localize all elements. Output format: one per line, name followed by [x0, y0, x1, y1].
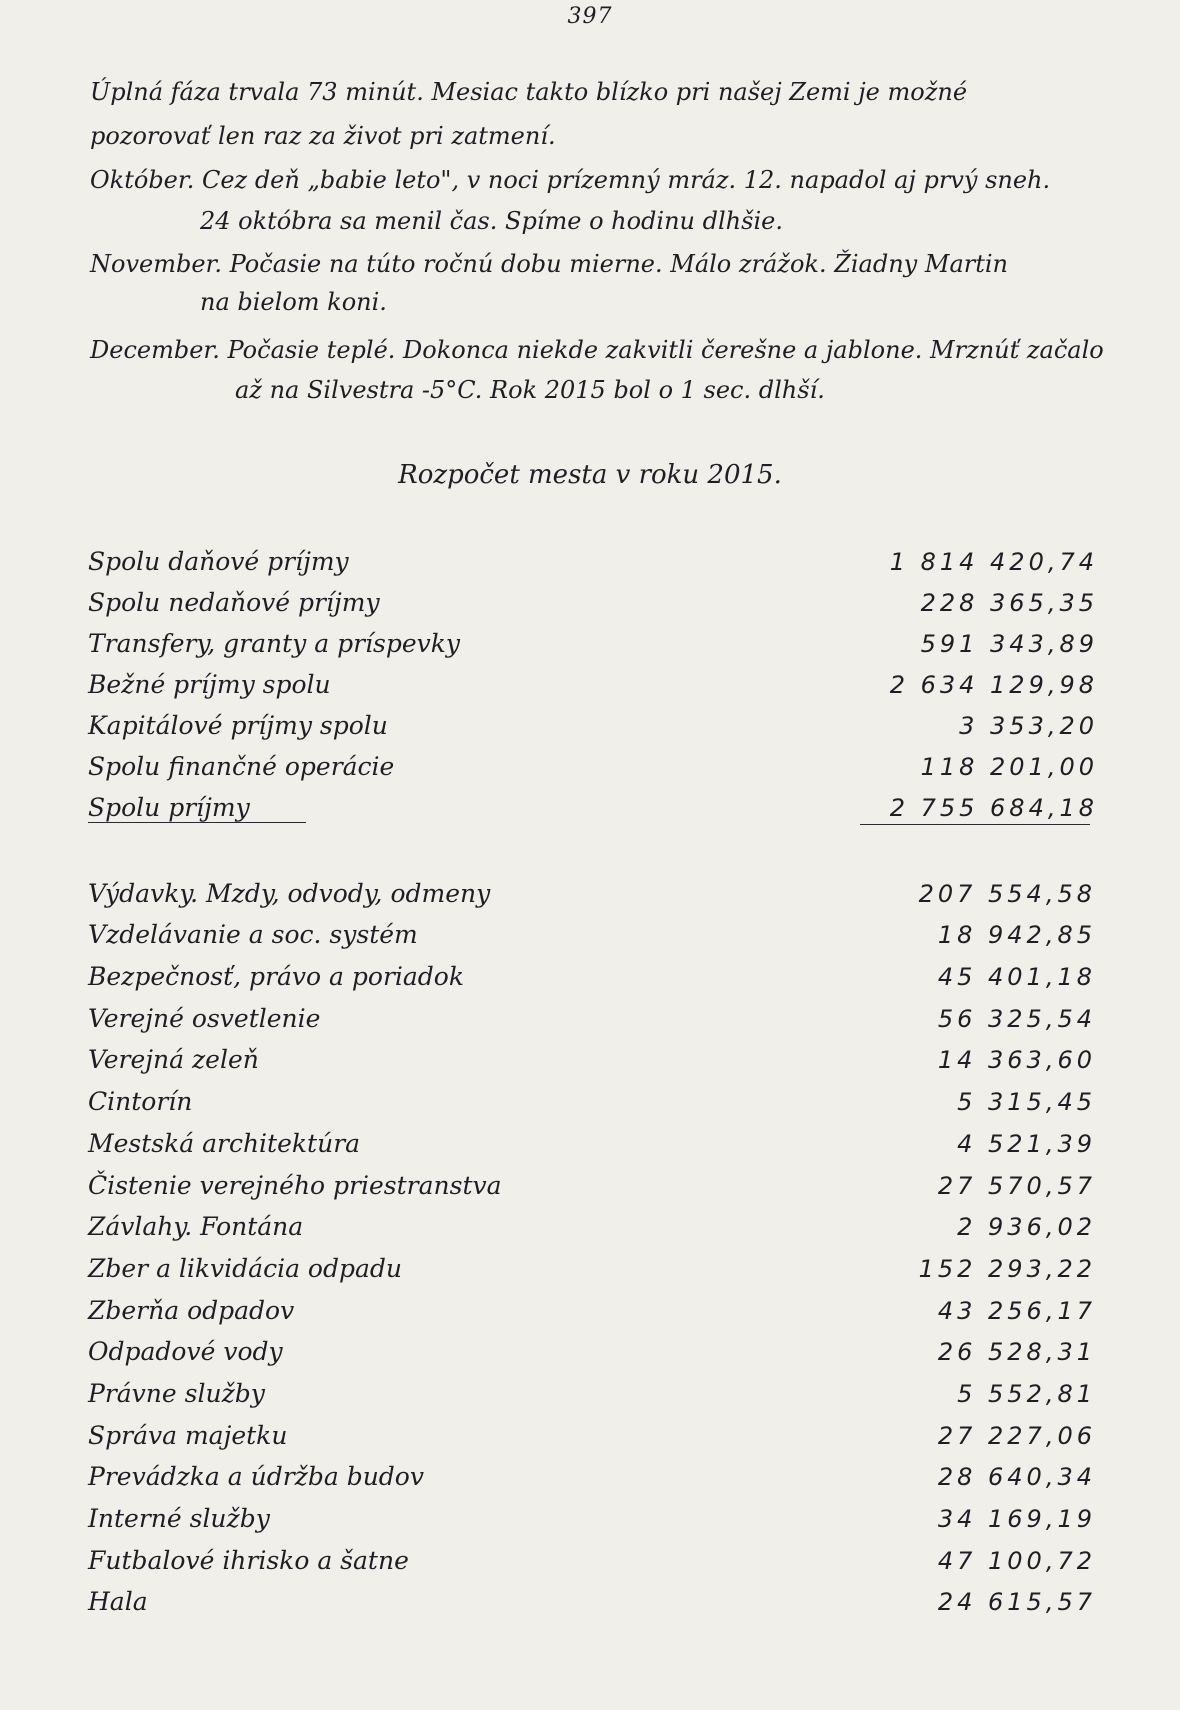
- row-amount: 207 554,58: [918, 879, 1096, 908]
- expense-row: [88, 908, 1098, 950]
- row-amount: 5 315,45: [957, 1088, 1096, 1117]
- row-amount: 2 936,02: [957, 1213, 1096, 1242]
- income-row: [88, 658, 1098, 699]
- page-number: 397: [567, 4, 613, 29]
- expense-row: [88, 1074, 1098, 1116]
- chronicle-line: pozorovať len raz za život pri zatmení.: [90, 122, 556, 150]
- row-amount: 27 570,57: [937, 1171, 1096, 1200]
- row-amount: 1 814 420,74: [889, 548, 1098, 576]
- row-label: Zber a likvidácia odpadu: [88, 1253, 403, 1283]
- expense-row: [88, 1533, 1098, 1575]
- row-label: Bezpečnosť, právo a poriadok: [88, 962, 465, 992]
- expense-row: [88, 1158, 1098, 1200]
- row-label: Čistenie verejného priestranstva: [88, 1170, 502, 1200]
- expense-row: [88, 1200, 1098, 1242]
- chronicle-line: na bielom koni.: [200, 288, 387, 316]
- row-amount: 228 365,35: [920, 589, 1098, 617]
- total-label: Spolu príjmy: [88, 793, 250, 822]
- income-row: [88, 740, 1098, 781]
- row-label: Zberňa odpadov: [88, 1295, 295, 1325]
- row-label: Futbalové ihrisko a šatne: [88, 1545, 409, 1575]
- row-label: Hala: [88, 1587, 148, 1617]
- row-label: Odpadové vody: [88, 1337, 283, 1367]
- row-label: Cintorín: [88, 1087, 193, 1117]
- expense-row: [88, 1408, 1098, 1450]
- row-label: Právne služby: [88, 1378, 265, 1408]
- row-label: Výdavky. Mzdy, odvody, odmeny: [88, 878, 491, 908]
- expense-table: [88, 866, 1098, 1616]
- row-amount: 28 640,34: [937, 1463, 1096, 1492]
- row-amount: 14 363,60: [937, 1046, 1096, 1075]
- income-row: [88, 699, 1098, 740]
- row-amount: 3 353,20: [959, 712, 1098, 740]
- expense-row: [88, 1033, 1098, 1075]
- row-label: Mestská architektúra: [88, 1128, 361, 1158]
- expense-row: [88, 949, 1098, 991]
- row-label: Spolu nedaňové príjmy: [88, 588, 380, 617]
- chronicle-line: November. Počasie na túto ročnú dobu mierne. Málo zrážok. Žiadny Martin: [90, 250, 1008, 278]
- row-label: Spolu daňové príjmy: [88, 547, 349, 576]
- expense-row: [88, 1450, 1098, 1492]
- row-label: Bežné príjmy spolu: [88, 670, 331, 699]
- row-amount: 24 615,57: [937, 1588, 1096, 1617]
- row-label: Verejné osvetlenie: [88, 1003, 321, 1033]
- total-amount: 2 755 684,18: [889, 794, 1098, 822]
- row-amount: 47 100,72: [937, 1546, 1096, 1575]
- row-amount: 5 552,81: [957, 1379, 1096, 1408]
- total-amount-underline: [860, 824, 1090, 825]
- row-label: Kapitálové príjmy spolu: [88, 711, 388, 740]
- row-amount: 56 325,54: [937, 1004, 1096, 1033]
- row-label: Spolu finančné operácie: [88, 752, 395, 781]
- expense-row: [88, 1325, 1098, 1367]
- chronicle-line: Úplná fáza trvala 73 minút. Mesiac takto blízko pri našej Zemi je možné: [90, 78, 968, 106]
- row-amount: 2 634 129,98: [889, 671, 1098, 699]
- row-amount: 591 343,89: [920, 630, 1098, 658]
- row-amount: 34 169,19: [937, 1505, 1096, 1533]
- row-amount: 4 521,39: [957, 1129, 1096, 1158]
- row-amount: 152 293,22: [918, 1254, 1096, 1283]
- income-total-row: [88, 781, 1098, 822]
- budget-title: Rozpočet mesta v roku 2015.: [398, 460, 782, 490]
- row-amount: 27 227,06: [937, 1421, 1096, 1450]
- expense-row: [88, 1491, 1098, 1533]
- income-table: [88, 535, 1098, 822]
- income-row: [88, 617, 1098, 658]
- row-label: Verejná zeleň: [88, 1045, 259, 1075]
- row-label: Interné služby: [88, 1504, 270, 1533]
- row-amount: 45 401,18: [937, 963, 1096, 992]
- expense-row: [88, 1366, 1098, 1408]
- total-label-underline: [88, 822, 306, 823]
- row-amount: 43 256,17: [937, 1296, 1096, 1325]
- row-label: Transfery, granty a príspevky: [88, 629, 461, 658]
- row-label: Vzdelávanie a soc. systém: [88, 920, 418, 950]
- chronicle-line: 24 októbra sa menil čas. Spíme o hodinu dlhšie.: [200, 207, 783, 235]
- income-row: [88, 535, 1098, 576]
- row-label: Prevádzka a údržba budov: [88, 1462, 424, 1492]
- expense-row: [88, 1283, 1098, 1325]
- row-amount: 18 942,85: [937, 921, 1096, 950]
- expense-row: [88, 1575, 1098, 1617]
- income-row: [88, 576, 1098, 617]
- row-label: Správa majetku: [88, 1420, 288, 1450]
- chronicle-line: Október. Cez deň „babie leto", v noci prízemný mráz. 12. napadol aj prvý sneh.: [90, 166, 1051, 194]
- row-label: Závlahy. Fontána: [88, 1212, 304, 1242]
- chronicle-line: December. Počasie teplé. Dokonca niekde zakvitli čerešne a jablone. Mrznúť začalo: [90, 336, 1104, 364]
- expense-row: [88, 866, 1098, 908]
- row-amount: 118 201,00: [920, 753, 1098, 781]
- expense-row: [88, 1116, 1098, 1158]
- expense-row: [88, 991, 1098, 1033]
- chronicle-line: až na Silvestra -5°C. Rok 2015 bol o 1 sec. dlhší.: [235, 376, 825, 404]
- expense-row: [88, 1241, 1098, 1283]
- row-amount: 26 528,31: [937, 1338, 1096, 1367]
